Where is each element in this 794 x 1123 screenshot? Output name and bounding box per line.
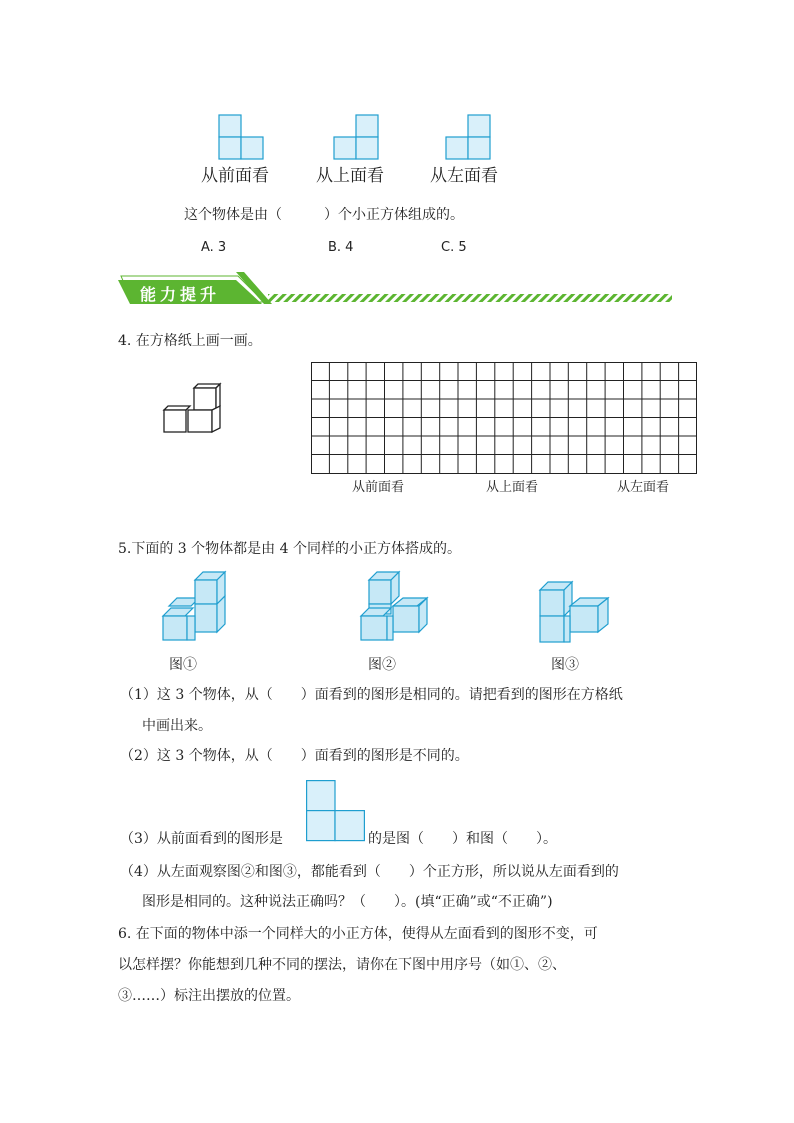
q5-part3-suffix: 的是图（ ）和图（ ）。 [368,831,557,847]
q4-solid-figure [162,382,226,444]
q3-question: 这个物体是由（ ）个小正方体组成的。 [184,207,464,223]
q6-line1: 6. 在下面的物体中添一个同样大的小正方体，使得从左面看到的图形不变，可 [118,926,598,942]
grid-label-front: 从前面看 [352,480,405,495]
front-view-figure [219,115,267,163]
option-b: B. 4 [328,240,354,255]
front-view-shape-inline [306,780,366,842]
view-label-top: 从上面看 [316,166,384,186]
top-view-figure [334,115,382,163]
q5-part3-prefix: （3）从前面看到的图形是 [120,831,283,847]
figure-1-cubes [161,572,235,644]
q6-line3: ③……）标注出摆放的位置。 [118,988,300,1004]
view-label-left: 从左面看 [430,166,498,186]
option-c: C. 5 [441,240,467,255]
figure-3-cubes [538,580,612,644]
q5-part4-line1: （4）从左面观察图②和图③，都能看到（ ）个正方形，所以说从左面看到的 [120,864,619,880]
section-title: 能力提升 [140,285,221,304]
left-view-figure [446,115,494,163]
grid-label-left: 从左面看 [617,480,670,495]
figure-label-1: 图① [169,657,197,673]
grid-label-top: 从上面看 [486,480,539,495]
q5-part1-line2: 中画出来。 [142,718,212,734]
q4-title: 4. 在方格纸上画一画。 [118,333,262,349]
q5-title: 5.下面的 3 个物体都是由 4 个同样的小正方体搭成的。 [118,541,461,557]
q5-part2: （2）这 3 个物体，从（ ）面看到的图形是不同的。 [120,748,469,764]
figure-label-2: 图② [368,657,396,673]
q6-line2: 以怎样摆？你能想到几种不同的摆法，请你在下图中用序号（如①、②、 [118,957,566,973]
figure-label-3: 图③ [551,657,579,673]
q5-part1-line1: （1）这 3 个物体，从（ ）面看到的图形是相同的。请把看到的图形在方格纸 [120,687,623,703]
drawing-grid [311,362,697,474]
option-a: A. 3 [201,240,227,255]
view-label-front: 从前面看 [201,166,269,186]
q5-part4-line2: 图形是相同的。这种说法正确吗？（ ）。(填“正确”或“不正确”) [142,894,553,910]
figure-2-cubes [359,572,433,644]
